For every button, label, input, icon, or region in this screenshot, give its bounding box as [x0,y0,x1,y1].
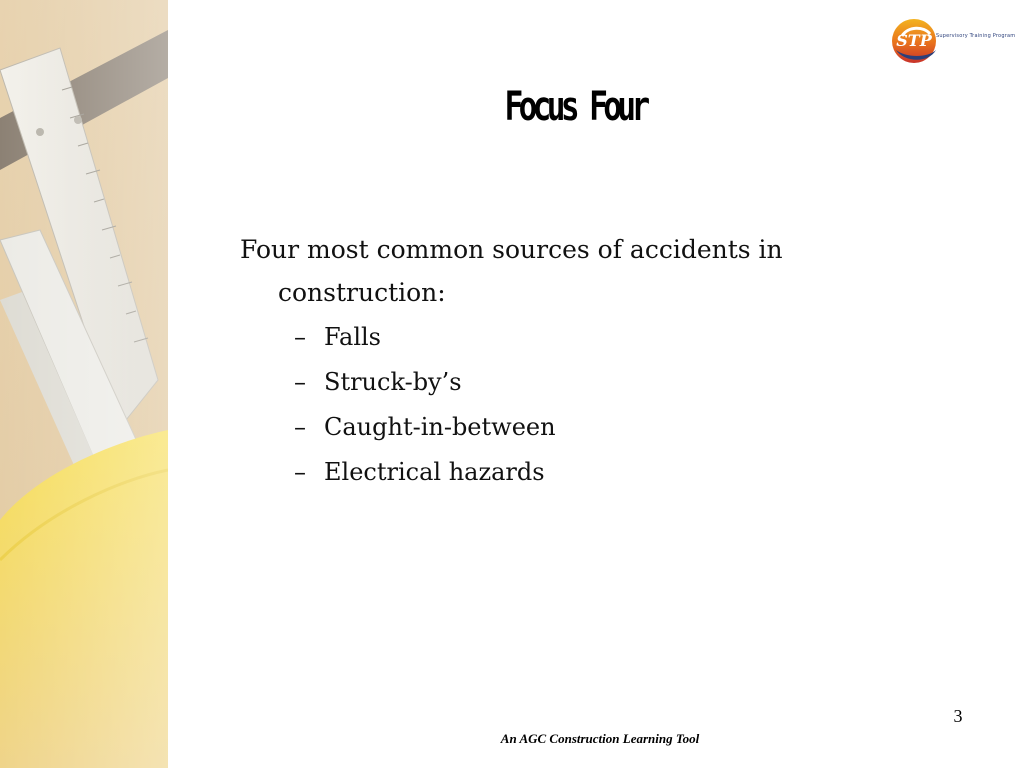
logo-letters: STP [896,31,932,50]
list-item [294,360,880,405]
construction-tools-illustration [0,0,168,768]
dash-bullet-icon: – [294,368,306,396]
construction-photo-strip [0,0,168,768]
stp-logo-icon [888,14,1016,70]
list-item [294,315,880,360]
dash-bullet-icon: – [294,323,306,351]
list-item [294,450,880,495]
page-number: 3 [953,706,963,726]
slide-title: Focus Four [504,84,646,130]
list-item-label: Caught-in-between [324,413,556,441]
list-item-label: Struck-by’s [324,368,462,396]
lead-bullet: Four most common sources of accidents in construction: [240,235,783,307]
hazard-list [240,315,880,495]
list-item-label: Falls [324,323,381,351]
logo-caption: Supervisory Training Program [936,33,1016,39]
list-item [294,405,880,450]
footer-text: An AGC Construction Learning Tool [500,731,700,746]
list-item-label: Electrical hazards [324,458,545,486]
dash-bullet-icon: – [294,413,306,441]
dash-bullet-icon: – [294,458,306,486]
slide-body [240,228,880,495]
